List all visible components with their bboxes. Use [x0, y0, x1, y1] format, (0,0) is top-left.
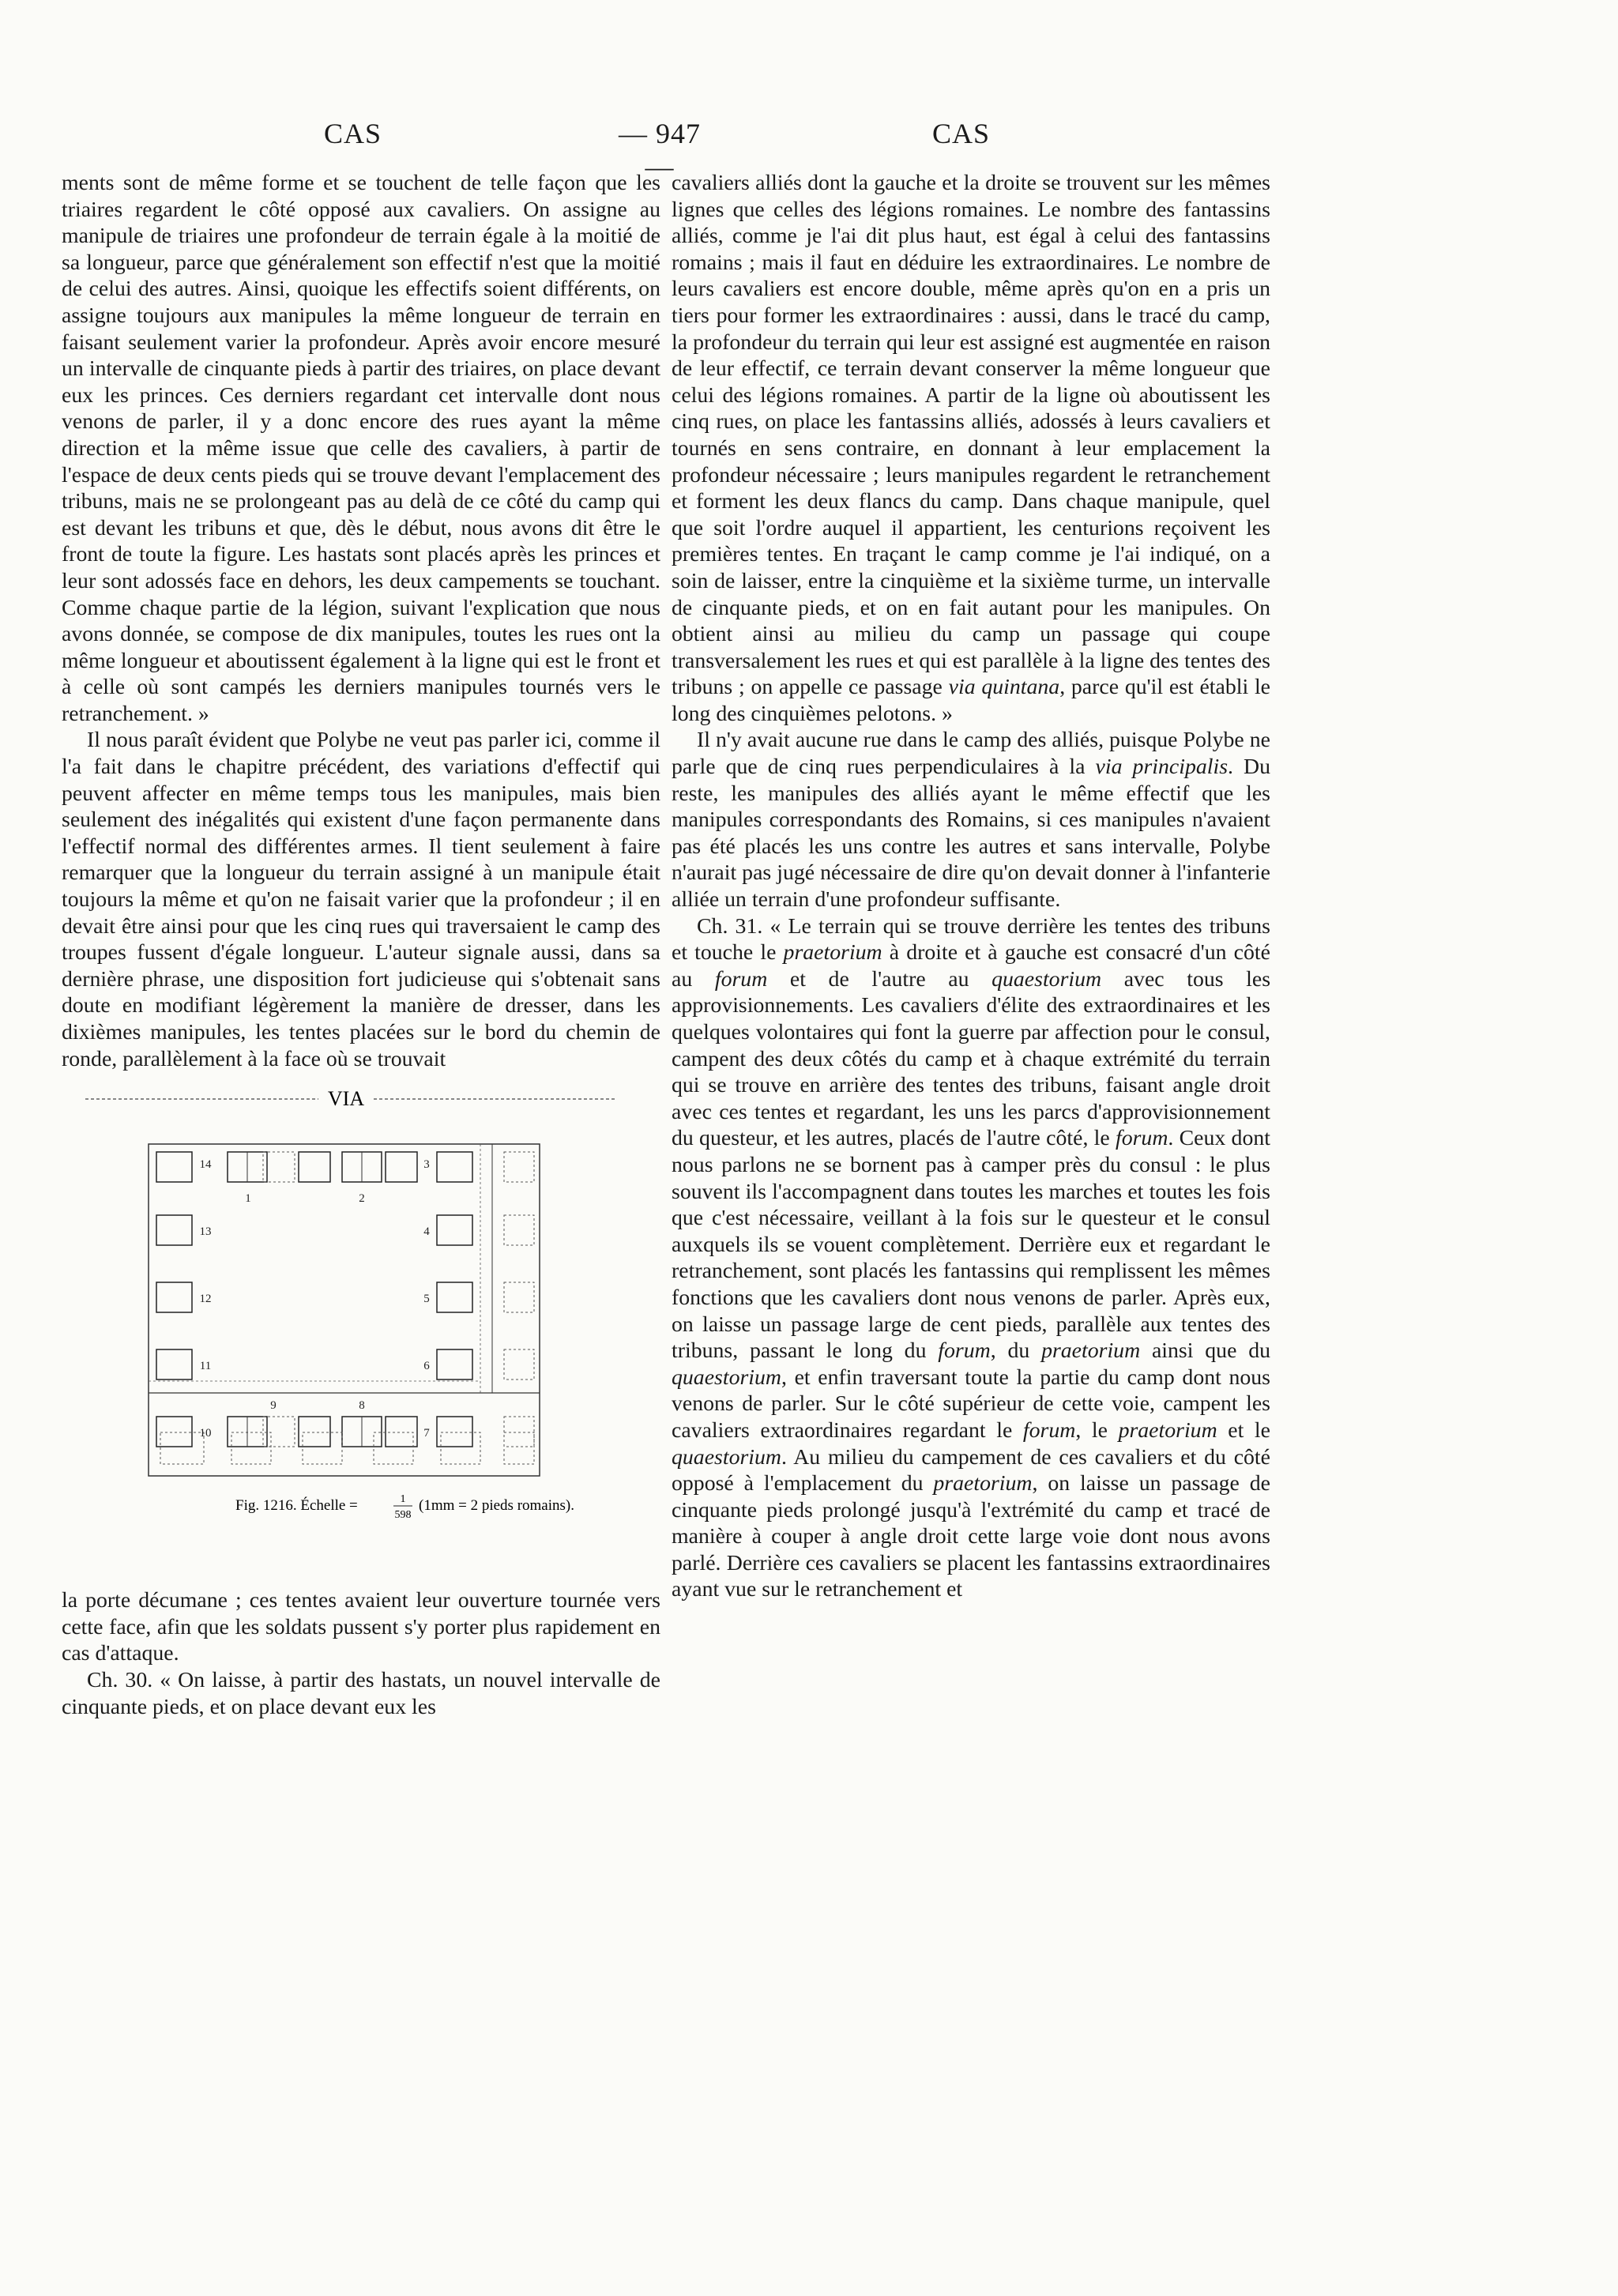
paragraph: ments sont de même forme et se touchent de telle façon que les triaires regardent le côté opposé aux cavaliers. On assigne au manipule de triaires une profondeur de terrain égale à la moitié de sa longueur, parce que généralement son effectif n'est que la moitié de celui des autres. Ainsi, quoique les effectifs soient différents, on assigne toujours aux manipules la même longueur de terrain en faisant seulement varier la profondeur. Après avoir encore mesuré un intervalle de cinquante pieds à partir des triaires, on place devant eux les princes. Ces derniers regardant cet intervalle dont nous venons de parler, il y a donc encore des rues ayant la même direction et la même issue que celle des cavaliers, à partir de l'espace de deux cents pieds qui se trouve devant l'emplacement des tribuns, mais ne se prolongeant pas au delà de ce côté du camp qui est devant les tribuns et que, dès le début, nous avons dit être le front de toute la figure. Les hastats sont placés après les princes et leur sont adossés face en dehors, les deux campements se touchant. Comme chaque partie de la légion, suivant l'explication que nous avons donnée, se compose de dix manipules, toutes les rues ont la même longueur et aboutissent également à la ligne qui est le front et à celle où sont campés les derniers manipules tournés vers le retranchement. » — [62, 171, 660, 726]
figure-number: 5 — [423, 1293, 430, 1306]
paragraph: Il n'y avait aucune rue dans le camp des alliés, puisque Polybe ne parle que de cinq rues perpendiculaires à la via principalis. Du reste, les manipules des alliés ayant le même effectif que les manipules correspondants des Romains, si ces manipules n'avaient pas été placés les uns contre les autres et sans intervalle, Polybe n'aurait pas jugé nécessaire de dire qu'on devait donner à l'infanterie alliée un terrain d'une profondeur suffisante. — [672, 728, 1270, 913]
figure-number: 11 — [199, 1360, 212, 1373]
paragraph: Ch. 30. « On laisse, à partir des hastats, un nouvel intervalle de cinquante pieds, et on place devant eux les — [62, 1667, 660, 1719]
header-left-title: CAS — [324, 118, 382, 149]
figure-number: 12 — [199, 1293, 212, 1306]
figure-number: 4 — [423, 1225, 430, 1239]
figure-number: 6 — [423, 1360, 430, 1373]
figure-number: 7 — [423, 1427, 430, 1440]
left-column — [62, 170, 660, 1720]
header-right-title: CAS — [932, 118, 991, 149]
figure-number: 3 — [423, 1158, 430, 1172]
paragraph: cavaliers alliés dont la gauche et la droite se trouvent sur les mêmes lignes que celles des légions romaines. Le nombre des fantassins alliés, comme je l'ai dit plus haut, est égal à celui des fantassins romains ; mais il faut en déduire les extraordinaires. Le nombre de leurs cavaliers est encore double, même après qu'on en a pris un tiers pour former les extraordinaires : aussi, dans le tracé du camp, la profondeur du terrain qui leur est assigné est augmentée en raison de leur effectif, ce terrain devant conserver la même longueur que celui des légions romaines. A partir de la ligne où aboutissent les cinq rues, on place les fantassins alliés, adossés à leurs cavaliers et tournés en sens contraire, en donnant à leur emplacement la profondeur nécessaire ; leurs manipules regardent le retranchement et forment les deux flancs du camp. Dans chaque manipule, quel que soit l'ordre auquel il appartient, les centurions reçoivent les premières tentes. En traçant le camp comme je l'ai indiqué, on a soin de laisser, entre la cinquième et la sixième turme, un intervalle de cinquante pieds, et on en fait autant pour les manipules. On obtient ainsi au milieu du camp un passage qui coupe transversalement les rues et qui est parallèle à la ligne des tentes des tribuns ; on appelle ce passage via quintana, parce qu'il est établi le long des cinquièmes pelotons. » — [672, 171, 1271, 726]
camp-diagram — [62, 1085, 660, 1551]
figure-caption-suffix: (1mm = 2 pieds romains). — [419, 1497, 574, 1515]
figure-number: 14 — [199, 1158, 212, 1172]
figure-number: 8 — [359, 1399, 365, 1413]
scale-numerator: 1 — [400, 1493, 406, 1506]
paragraph: Il nous paraît évident que Polybe ne veut pas parler ici, comme il l'a fait dans le chapitre précédent, des variations d'effectif qui peuvent affecter en même temps tous les manipules, mais bien seulement des inégalités qui existent d'une façon permanente dans l'effectif normal des différentes armes. Il tient seulement à faire remarquer que la longueur du terrain assigné à un manipule était toujours la même et qu'on ne faisait varier que la profondeur ; il en devait être ainsi pour que les cinq rues qui traversaient le camp des troupes fussent d'égale longueur. L'auteur signale aussi, dans sa dernière phrase, une disposition fort judicieuse qui s'obtenait sans doute en modifiant légèrement la manière de dresser, dans les dixièmes manipules, les tentes placées sur le bord du chemin de ronde, parallèlement à la face où se trouvait — [62, 728, 660, 1071]
figure-number: 2 — [359, 1192, 365, 1206]
scale-denominator: 598 — [394, 1509, 412, 1522]
via-label: VIA — [327, 1087, 365, 1111]
right-column — [672, 170, 1270, 1603]
paragraph: la porte décumane ; ces tentes avaient leur ouverture tournée vers cette face, afin que les soldats pussent s'y porter plus rapidement en cas d'attaque. — [62, 1588, 660, 1666]
figure-number: 10 — [199, 1427, 212, 1440]
paragraph: Ch. 31. « Le terrain qui se trouve derrière les tentes des tribuns et touche le praetorium à droite et à gauche est consacré d'un côté au forum et de l'autre au quaestorium avec tous les approvisionnements. Les cavaliers d'élite des extraordinaires et les quelques volontaires qui font la guerre par affection pour le consul, campent des deux côtés du camp et à chaque extrémité du terrain qui se trouve en arrière des tentes des tribuns, faisant angle droit avec ces tentes et regardant, les uns les parcs d'approvisionnement du questeur, et les autres, placés de l'autre côté, le forum. Ceux dont nous parlons ne se bornent pas à camper près du consul : le plus souvent ils l'accompagnent dans toutes les marches et toutes les fois que c'est nécessaire, veillant à la fois sur le questeur et le consul auxquels ils se vouent complètement. Derrière eux et regardant le retranchement, sont placés les fantassins qui remplissent les mêmes fonctions que les cavaliers dont nous venons de parler. Après eux, on laisse un passage large de cent pieds, parallèle aux tentes des tribuns, passant le long du forum, du praetorium ainsi que du quaestorium, et enfin traversant toute la partie du camp dont nous venons de parler. Sur le côté supérieur de cette voie, campent les cavaliers extraordinaires regardant le forum, le praetorium et le quaestorium. Au milieu du campement de ces cavaliers et du côté opposé à l'emplacement du praetorium, on laisse un passage de cinquante pieds prolongé jusqu'à l'extrémité du camp et tracé de manière à couper à angle droit cette large voie dont nous avons parlé. Derrière ces cavaliers se placent les fantassins extraordinaires ayant vue sur le retranchement et — [672, 913, 1271, 1602]
figure-caption-prefix: Fig. 1216. Échelle = — [235, 1497, 358, 1515]
figure-number: 9 — [270, 1399, 277, 1413]
page-header — [0, 117, 1618, 183]
page-number: — 947 — — [619, 118, 701, 183]
figure-number: 1 — [245, 1192, 251, 1206]
figure-number: 13 — [199, 1225, 212, 1239]
camp-figure — [62, 1085, 660, 1575]
